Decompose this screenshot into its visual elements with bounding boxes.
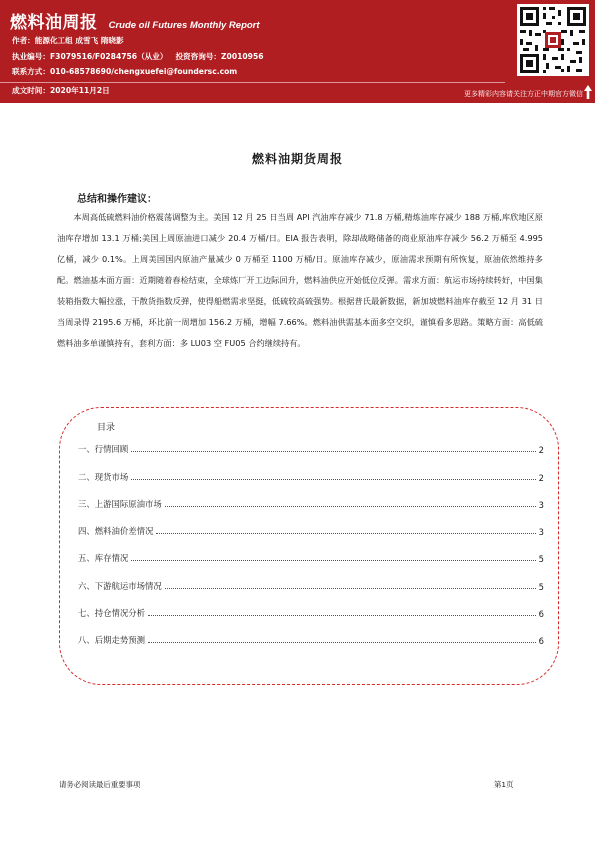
toc-item[interactable] xyxy=(78,469,544,483)
toc-title: 目录 xyxy=(97,423,116,433)
toc-item-page: 6 xyxy=(538,609,544,619)
date-line xyxy=(12,85,110,96)
date-label: 成文时间： xyxy=(12,86,50,95)
authors-label: 作者： xyxy=(12,36,35,45)
toc-item-page: 5 xyxy=(538,554,544,564)
table-of-contents xyxy=(59,407,559,685)
report-header xyxy=(0,0,595,103)
toc-leader-dots xyxy=(131,560,535,561)
qr-code-graphic xyxy=(517,4,589,76)
license-label: 执业编号： xyxy=(12,52,50,61)
up-arrow-icon xyxy=(583,84,593,100)
toc-leader-dots xyxy=(165,588,536,589)
summary-heading: 总结和操作建议： xyxy=(77,194,157,205)
follow-wechat-text: 更多精彩内容请关注方正中期官方微信 xyxy=(464,90,583,98)
toc-item-page: 2 xyxy=(538,473,544,483)
report-title-cn: 燃料油周报 xyxy=(10,13,98,33)
toc-leader-dots xyxy=(131,479,535,480)
qr-code xyxy=(517,4,589,76)
toc-leader-dots xyxy=(148,642,536,643)
toc-leader-dots xyxy=(148,615,536,616)
toc-leader-dots xyxy=(156,533,535,534)
toc-item-page: 2 xyxy=(538,445,544,455)
license-line xyxy=(12,51,264,62)
toc-item-label: 五、库存情况 xyxy=(78,553,129,563)
toc-item-label: 六、下游航运市场情况 xyxy=(78,581,162,591)
footer-page-number: 第1页 xyxy=(494,780,514,789)
toc-item-page: 3 xyxy=(538,527,544,537)
toc-item-label: 二、现货市场 xyxy=(78,472,129,482)
toc-item-page: 3 xyxy=(538,500,544,510)
toc-leader-dots xyxy=(165,506,536,507)
summary-body xyxy=(57,207,543,354)
toc-item-label: 一、行情回顾 xyxy=(78,444,129,454)
contact-label: 联系方式： xyxy=(12,67,50,76)
toc-item-page: 5 xyxy=(538,582,544,592)
report-title-en: Crude oil Futures Monthly Report xyxy=(108,20,260,31)
toc-item-label: 八、后期走势预测 xyxy=(78,635,145,645)
date-value: 2020年11月2日 xyxy=(49,86,110,95)
toc-item-page: 6 xyxy=(538,636,544,646)
toc-item[interactable] xyxy=(78,605,544,619)
toc-item[interactable] xyxy=(78,496,544,510)
contact-line xyxy=(12,66,237,77)
license-value: F3079516/F0284756（从业） xyxy=(49,52,168,61)
toc-item-label: 四、燃料油价差情况 xyxy=(78,526,154,536)
toc-item-label: 三、上游国际原油市场 xyxy=(78,499,162,509)
toc-item-label: 七、持仓情况分析 xyxy=(78,608,145,618)
contact-value: 010-68578690/chengxuefei@foundersc.com xyxy=(49,67,238,76)
report-title-row xyxy=(10,8,260,33)
consult-value: Z0010956 xyxy=(221,52,264,61)
footer-disclaimer: 请务必阅读最后重要事项 xyxy=(59,780,141,789)
summary-paragraph: 本周高低硫燃料油价格震荡调整为主。美国 12 月 25 日当周 API 汽油库存减少 71.8 万桶,精炼油库存减少 188 万桶,库欣地区原油库存增加 13.1 万桶;美国上周原油进口减少 20.4 万桶/日。EIA 报告表明，除却战略储备的商业原油库存减少 56.2 万桶至 4.995 亿桶，减少 0.1%。上周美国国内原油产量减少 0 万桶至 1100 万桶/日。原油库存减少，原油需求预期有所恢复，原油依然维持多配。燃油基本面方面：近期随着春检结束，全球炼厂开工边际回升，燃料油供应开始低位反弹。需求方面：航运市场持续转好，中国集装箱指数大幅拉涨，干散货指数反弹，使得船燃需求坚挺，低硫较高硫强势。根据普氏最新数据，新加坡燃料油库存截至 12 月 31 日当周录得 2195.6 万桶，环比前一周增加 156.2 万桶，增幅 7.66%。燃料油供需基本面多空交织，谨慎看多思路。策略方面：高低硫燃料油多单谨慎持有，套利方面：多 LU03 空 FU05 合约继续持有。 xyxy=(57,212,543,348)
toc-item[interactable] xyxy=(78,550,544,564)
toc-item[interactable] xyxy=(78,441,544,455)
toc-item[interactable] xyxy=(78,523,544,537)
authors-value: 能源化工组 成雪飞 隋晓影 xyxy=(34,36,124,45)
document-title: 燃料油期货周报 xyxy=(251,152,343,166)
toc-item[interactable] xyxy=(78,632,544,646)
toc-leader-dots xyxy=(131,451,535,452)
consult-label: 投资咨询号： xyxy=(175,52,222,61)
toc-item[interactable] xyxy=(78,578,544,592)
authors-line xyxy=(12,35,124,46)
header-divider xyxy=(0,82,505,83)
